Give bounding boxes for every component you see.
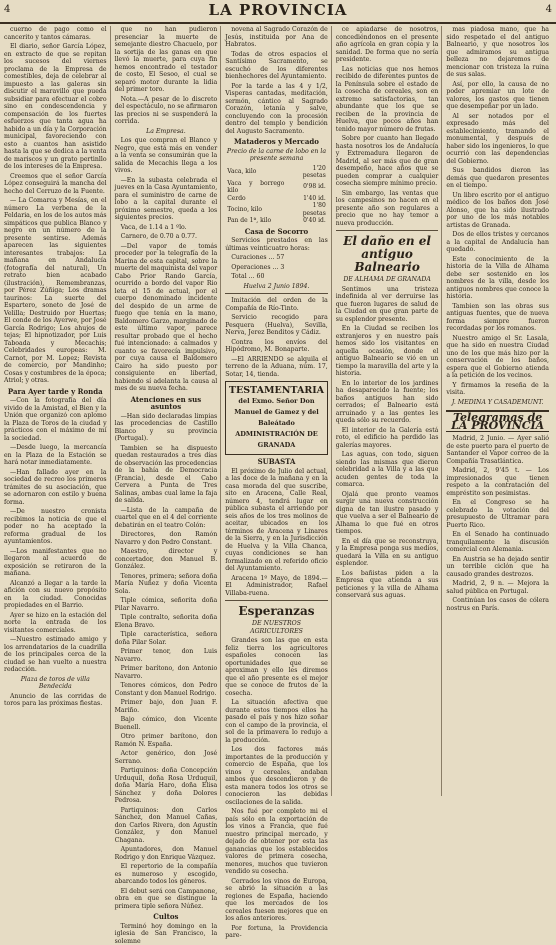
article-headline: Esperanzas (225, 605, 328, 618)
table-row (225, 217, 328, 225)
table-cell: 0'40 id. (286, 217, 327, 225)
testamentaria-box (225, 381, 328, 455)
box-subtitle: del Exmo. Señor Don Manuel de Gamez y del Baleátado (228, 396, 325, 429)
article-subheadline: DE ALHAMA DE GRANADA (336, 276, 439, 284)
article-paragraph: Por la tarde a las 4 y 1/2, Visperas cantadas, meditación, sermón, cántico al Sagrado Corazón, letanía y salve, concluyendo con la procesión dentro del templo y bendición del Augusto Sacramento. (225, 83, 328, 136)
article-paragraph: —Los manifestantes que no llegaron al acuerdo de exposición se retiraron de la mañana. (4, 548, 107, 578)
article-paragraph: Tenores, primera; señora doña María Nuñez y doña Vicenta Sola. (115, 573, 218, 596)
column-1 (4, 26, 111, 796)
article-paragraph: Tenores cómicos, don Pedro Constant y don Manuel Rodrigo. (115, 682, 218, 697)
table-cell: Vaca, kilo (225, 165, 286, 180)
article-paragraph: —Con la fotografía del día vivido de la Amistad, el Bien y la Unión que organizó con aplomo la Plaza de Toros de la ciudad y prácticos con el máximo de mí la sociedad. (4, 397, 107, 442)
article-paragraph: Ayer se hizo en la estación del norte la entrada de los visitantes comerciales. (4, 612, 107, 635)
article-paragraph: Ojalá que pronto veamos surgir una nueva construcción digna de tan ilustre pasado y que vuelva a ser el Balneario de Alhama lo que fué en otros tiempos. (336, 491, 439, 536)
section-heading: Mataderos y Mercado (225, 138, 328, 146)
article-paragraph: Madrid, 2, 9 n. — Mejora la salud pública en Portugal. (446, 580, 549, 595)
article-paragraph: ce apiadarse de nosotros, concediéndonos en el presente año agrícola en gran copia y la sanidad. De forma que no sería presidente. (336, 26, 439, 64)
article-paragraph: En la Ciudad se reciben los extranjeros y en nuestro país hemos sido los visitantes en aquella ocasión, donde el antiguo Balneario se vió en un tiempo la maravilla del arte y la historia. (336, 325, 439, 378)
article-paragraph: El repertorio de la compañía es numeroso y escogido, abarcando todos los géneros. (115, 863, 218, 886)
article-paragraph: Partiquinos: don Carlos Sánchez, don Manuel Cañas, don Carlos Rivera, don Agustín González, y don Manuel Chagana. (115, 807, 218, 845)
article-paragraph: El debut será con Campanone, obra en que se distingue la primera tiple señora Núñez. (115, 888, 218, 911)
article-paragraph: Sus bandidos dieron las demás que quedaron presentes en el tiempo. (446, 167, 549, 190)
article-paragraph: Las noticias que nos hemos recibido de diferentes puntos de la Península sobre el estado de la cosecha de cereales, son en extremo satisfactorias, tan abundante que los que se reciben de la provincia de Huelva, que pocos años han tenido mayor número de frutas. (336, 66, 439, 134)
article-paragraph: Y firmamos la reseña de la visita. (446, 382, 549, 397)
article-paragraph: Partiquinos: doña Concepción Urduquil, doña Rosa Urduquil, doña María Haro, doña Elisa Sánchez y doña Dolores Pedrosa. (115, 767, 218, 805)
column-2 (115, 26, 222, 796)
article-paragraph: Otro primer barítono, don Ramón N. España. (115, 733, 218, 748)
price-table (225, 165, 328, 225)
article-paragraph: Alcanzó a llegar a la tarde la afición con su nuevo propósito en la ciudad. Conocidas propiedades en el Barrio. (4, 580, 107, 610)
article-paragraph: La situación afectiva que durante estos tiempos ellos ha pasado el país y nos hizo soñar con el campo de la provincia, el sol de la primavera lo redujo a la producción. (225, 699, 328, 744)
article-paragraph: En Austria se ha dejado sentir un terrible ciclón que ha causado grandes destrozos. (446, 556, 549, 579)
article-subheadline: DE NUESTROS AGRICULTORES (225, 620, 328, 635)
article-paragraph: El próximo de Julio del actual, a las doce de la mañana y en la casa morada del que suscribe, sito en Aracena, Calle Real, número 4, tendrá lugar en pública subasta el arriendo por seis años de los tres molinos de aceitar, ubicados en los términos de Aracena y Linares de la Sierra, y en la Jurisdicción de Huelva y la Villa Chanca, cuyas condiciones se han formalizado en el referido oficio del Ayuntamiento. (225, 468, 328, 573)
article-paragraph: Los dos factores más importantes de la producción y comercio de España, que los vinos y cereales, andaban ambos que descendieron y de esta manera todos los otros se conocieron las debidas oscilaciones de la salida. (225, 746, 328, 806)
section-heading: Para Ayer tarde y Ronda (4, 388, 107, 396)
article-paragraph: Tambien son las obras sus antiguas fuentes, que de nueva forma siempre fueron recordadas por los romanos. (446, 303, 549, 333)
article-paragraph: Todas de otros espacios el Santísimo Sacramento, se escuchó de los diferentes bienhechores del Ayuntamiento. (225, 51, 328, 81)
box-caption: ADMINISTRACIÓN DE GRANADA (228, 429, 325, 451)
masthead (0, 0, 556, 24)
article-paragraph: Los bañistas piden a la Empresa que atienda a sus peticiones y la villa de Alhama conservará sus aguas. (336, 570, 439, 600)
article-paragraph: Terminó hoy domingo en la iglesia de San Francisco, la solemne (115, 923, 218, 945)
table-cell: Cerdo (225, 195, 286, 203)
article-paragraph: Nota.—A pesar de lo discreto del espectáculo, no se afirmaron las precios ni se suspenderá la corrida. (115, 96, 218, 126)
article-paragraph: mas piadosa mano, que ha sido respetado el del antiguo Balneario, y que nosotros los que admiramos su antigua belleza no dejaremos de mencionar con tristeza la ruina de sus salas. (446, 26, 549, 79)
article-paragraph: que no han pudieron presenciar la muerte de semejante diestro Chacuelo, por la sortija de las ganas en que llevó la muerte, para cuya fin hemos encontrado el testador de costo, El Sesoo, el cual se separó motor durante la lidia del primer toro. (115, 26, 218, 94)
page-number-left: 4 (4, 4, 10, 15)
article-paragraph: —Lista de la campaña de cuartel que en el 4 del corriente debatirán en el teatro Colón: (115, 507, 218, 530)
divider (225, 600, 328, 601)
table-cell: Pan de 1ª, kilo (225, 217, 286, 225)
article-paragraph: Bajo cómico, don Vicente Buenell. (115, 716, 218, 731)
article-paragraph: Carnero, de 0.70 a 0.77. (115, 233, 218, 241)
article-paragraph: Maestro, director y concertador, don Manuel B. González. (115, 548, 218, 571)
table-row (225, 180, 328, 195)
dateline: Huelva 2 Junio 1894. (225, 283, 328, 291)
article-paragraph: Primer barítono, don Antonio Navarro. (115, 665, 218, 680)
article-paragraph: Cerrados los vinos de Europa, se abrió la situación a las regiones de España, haciendo que los mercados de los cereales fuesen mejores que en los años anteriores. (225, 878, 328, 923)
article-paragraph: Creemos que el señor García López conseguirá la mancha del hecho del Cerruzo de la Fuente. (4, 173, 107, 196)
article-paragraph: novena al Sagrado Corazón de Jesús, instituida por Ana de Habratos. (225, 26, 328, 49)
article-paragraph: Nos fué por completo mi el país sólo en la exportación de los vinos a Francia, que fué nuestro principal mercado, y dejado de obtener por esta las ganancias que los establecidos valores de primera cosecha, menores, muchos que tuvieron vendido su cosecha. (225, 808, 328, 876)
article-paragraph: —Del vapor de tomás proceder por la telegrafía de la Marina de esta capital, sobre la muerte del maquinista del vapor Cabo Prior Rando García, ocurrido a bordo del vapor Rio leta el 15 de actual, por el cuerpo denominado incidente del despido de un arme de fuego que tenía en la mano, Baldomero Garzo, marginado de este último vapor, parece resultar probado que el hecho fué intencionado: a calmados y cuanto se favorecía impulsivo, por cuya causa el Baldomero Cairo ha sido puesto por consiguiente en libertad, habiendo sí adelanta la causa al mes de su nueva fecha. (115, 243, 218, 393)
article-paragraph: Apuntadores, don Manuel Rodrigo y don Enrique Vázquez. (115, 846, 218, 861)
section-heading: Atenciones en sus asuntos (115, 396, 218, 411)
article-paragraph: Tiple cómica, señorita doña Pilar Navarro. (115, 597, 218, 612)
article-paragraph: Continúan los casos de cólera nostrus en París. (446, 597, 549, 612)
divider (225, 293, 328, 294)
article-paragraph: Tiple contralto, señorita doña Elena Bravo. (115, 614, 218, 629)
article-paragraph: Sin embargo, las ventas que los campesinos no hacen en el presente año son regulares a precio que no hay temor a nueva producción. (336, 190, 439, 228)
table-cell: Tocino, kilo (225, 202, 286, 217)
article-paragraph: Las aguas, con todo, siguen siendo las mismas que dieron celebridad a la Villa y a las que acuden gentes de toda la comarca. (336, 451, 439, 489)
article-paragraph: Primer tenor, don Luis Navarro. (115, 648, 218, 663)
article-paragraph: Al ser notados por el expresado más del establecimiento, tramando el monumental, y después de haber sido los ingenieros, lo que ocurrió con las dependencias del Gobierno. (446, 113, 549, 166)
table-cell: 1'80 pesetas (286, 202, 327, 217)
article-paragraph: Este conocimiento de la historia de la Villa de Alhama debe ser sostenido en los nombres de la villa, desde los antiguos nombres que conoce la historia. (446, 256, 549, 301)
article-paragraph: Contra los envíos del Hipódromo, M. Bonaparte. (225, 339, 328, 354)
page-number-right: 4 (546, 4, 552, 15)
table-row (225, 165, 328, 180)
column-3 (225, 26, 332, 796)
article-paragraph: Madrid, 2, 9'45 t. — Los impresionados que tienen respeto a la contratación del empréstito son pesimistas. (446, 467, 549, 497)
table-row (225, 202, 328, 217)
article-paragraph: Servicios prestados en las últimas veinticuatro horas: (225, 237, 328, 252)
article-paragraph: Total ... 60 (225, 273, 328, 281)
article-paragraph: — La Comarca y Mesías, en el número La verbena de la Feldaria, en los de los autos más simpáticos que publica Blanco y negro en un número de la presente sentirse. Además aparecen las siguientes interesantes trabajos: La mañana en Andalucía (fotografía del natural), Un retrato bien acabado (ilustración), Remembranzas, por Pérez Zúñiga; Los dramas taurinos: La suerte del Espartero, soneto de José de Velilla; Destruido por Huertas; El conde de los Ayerwe, por José García Rodrigo; Los ahujos de tejas; El hipnotizador, por Luis Taboada y Mecachis; Celebridades europeas: M. Carnot, por M. Lopez; Revista de comercio, por Mandinho; Cosas y costumbres de la época; Atriol; y otras. (4, 197, 107, 385)
column-4 (336, 26, 443, 796)
article-paragraph: —Han fallado ayer en la sociedad de recreo los primeros trámites de su asociación, que se adornaron con estilo y buena forma. (4, 469, 107, 507)
article-paragraph: Primer bajo, don Juan F. Mariño. (115, 699, 218, 714)
columns (4, 26, 552, 796)
article-paragraph: —En la subasta celebrada el jueves en la Casa Ayuntamiento, para el suministro de carne de lobo a la capital durante el próximo semestre, queda a los siguientes precios. (115, 177, 218, 222)
article-paragraph: Madrid, 2 Junio. — Ayer salió de este puerto para el puerto de Santander el Vapor correo de la Compañía Trasatlántica. (446, 435, 549, 465)
article-paragraph: Servicio recogido para Pesquera (Huelva), Sevilla, Nerva, Jerez Benditos y Cádiz. (225, 314, 328, 337)
article-paragraph: En el día que se reconstruya, y la Empresa ponga sus medios, quedará la Villa en su antiguo esplendor. (336, 538, 439, 568)
article-paragraph: Nuestro amigo el Sr. Lasala, que ha sido en nuestra Ciudad uno de los que más hizo por la conservación de los baños, espera que el Gobierno atienda a la petición de los vecinos. (446, 335, 549, 380)
table-row (225, 195, 328, 203)
article-paragraph: El diario, señor García López, en extracto de que se repitan los sucesos del viernes proclama de la Empresa de comestibles, deja de celebrar al impuesto a las galeras sin discutir el maravillo que pueda subsidiar para efectuar el cobro sino en condescendencia y compensación de los fuertes esfuerzos que tanta agua ha habido a un día y la Corporación municipal, favoreciendo con esto a cuantos han asistido hasta la que se dedica a la venta de mariscos y un grato pertinllo de los intereses de la Empresa. (4, 43, 107, 171)
section-heading: Cultos (115, 913, 218, 921)
article-paragraph: Los que compran el Blanco y Negro, que está más en vender a la venta se consumirán que la salida de Mecachis llega a los vivos. (115, 137, 218, 175)
article-paragraph: En el Senado ha continuado tranquilamente la discusión comercial con Alemania. (446, 531, 549, 554)
article-paragraph: Directores, don Ramón Navarro y don Pedro Constant. (115, 531, 218, 546)
article-paragraph: —Desde luego, la mercancía en la Plaza de la Estación se hará notar inmediatamente. (4, 444, 107, 467)
article-paragraph: En el Congreso se ha celebrado la votación del presupuesto de Ultramar para Puerto Rico. (446, 499, 549, 529)
article-paragraph: Actor genérico, don José Serrano. (115, 750, 218, 765)
article-paragraph: Operaciones ... 3 (225, 264, 328, 272)
section-subheading: Precio de la carne de lobo en la presente semana (225, 148, 328, 163)
article-paragraph: Aracena 1º Mayo, de 1894.—El Administrador, Rafael Villaba-ruena. (225, 575, 328, 598)
article-paragraph: Tambien se ha dispuesto quedan restaurados a tres días de observación las procedencias de la bahía de Democracia (Francia), desde el Cabo Cervera a Punta de Tres Salinas, ambas cual lame la faja de salida. (115, 445, 218, 505)
article-paragraph: Sobre por cuanto han llegado hasta nosotros los de Andalucía y Extremadura llegaron de Madrid, al ser más que de gran desempeño, hace años que se pueden comprar a cualquier cosecha siempre mínimo precio. (336, 135, 439, 188)
article-paragraph: Un libro escrito por el antiguo médico de los baños don José Alonso, que ha sido ilustrado por uno de los más notables artistas de Granada. (446, 192, 549, 230)
article-paragraph: —Nuestro estimado amigo y los arrendatarios de la cuadrilla de los principales cerca de la ciudad se han vuelto a nuestra redacción. (4, 636, 107, 674)
article-paragraph: En lo interior de los jardines ha desaparecido la fuente; los baños antiguos han sido cerrados; el Balneario está arruinado y a las gentes les queda sólo su recuerdo. (336, 380, 439, 425)
article-paragraph: —El ARRIENDO se alquila el terreno de la Aduana, núm. 17, Sotar, 14, tienda. (225, 356, 328, 379)
article-paragraph: Así, por ello, la causa de no poder apremiar un lote de valores, los gastos que tienen que desempeñar por un lado. (446, 81, 549, 111)
box-title: TESTAMENTARIA (229, 385, 324, 396)
article-paragraph: Tiple característica, señora doña Pilar Solar. (115, 631, 218, 646)
newspaper-title: LA PROVINCIA (0, 1, 556, 19)
table-cell: Vaca y borrego kilo (225, 180, 286, 195)
article-paragraph: Grandes son las que en esta feliz tierra los agricultores españoles conocen las oportunidades que se aproximan y ello les diremos que el año presente es el mejor que se conoce de frutos de la cosecha. (225, 637, 328, 697)
telegrams-heading: Telegramas de LA PROVINCIA (446, 410, 549, 432)
signature: J. MEDINA Y CASADEMUNT. (446, 399, 549, 407)
article-headline: El daño en el antiguo Balneario (336, 235, 439, 274)
section-heading: SUBASTA (225, 458, 328, 466)
article-paragraph: Imitación del orden de la Compañía de Río-Tinto. (225, 297, 328, 312)
article-paragraph: —Han sido declaradas limpias las procedencias de Castillo Blanco y su provincia (Portugal). (115, 413, 218, 443)
article-paragraph: Por fortuna, la Providencia pare- (225, 925, 328, 940)
article-paragraph: El interior de la Galería está roto, el edificio ha perdido las galerías mayores. (336, 427, 439, 450)
column-5 (446, 26, 552, 796)
table-cell: 0'98 id. (286, 180, 327, 195)
section-heading: Casa de Socorro (225, 228, 328, 236)
article-paragraph: Sentimos una tristeza indefinida al ver derruirse las que fueron lugares de salud de la Ciudad en que gran parte de su esplendor presente. (336, 286, 439, 324)
article-paragraph: Dos de ellos tristes y cercanos a la capital de Andalucía han quedado. (446, 231, 549, 254)
table-cell: 1'40 id. (286, 195, 327, 203)
divider (336, 230, 439, 231)
article-paragraph: Curaciones ... 57 (225, 254, 328, 262)
article-paragraph: —De nuestro cronista recibimos la noticia de que el poder no ha aceptado la reforma gradual de los ayuntamientos. (4, 508, 107, 546)
table-cell: 1'20 pesetas (286, 165, 327, 180)
signature: La Empresa. (115, 128, 218, 136)
section-subheading: Plaza de toros de villa Bendecida (4, 676, 107, 691)
article-paragraph: Vaca, de 1.14 a 1 ºlo. (115, 224, 218, 232)
article-paragraph: cuerno de pago como el cancerito y tantos cámaras. (4, 26, 107, 41)
article-paragraph: Anuncio de las corridas de toros para las próximas fiestas. (4, 693, 107, 708)
